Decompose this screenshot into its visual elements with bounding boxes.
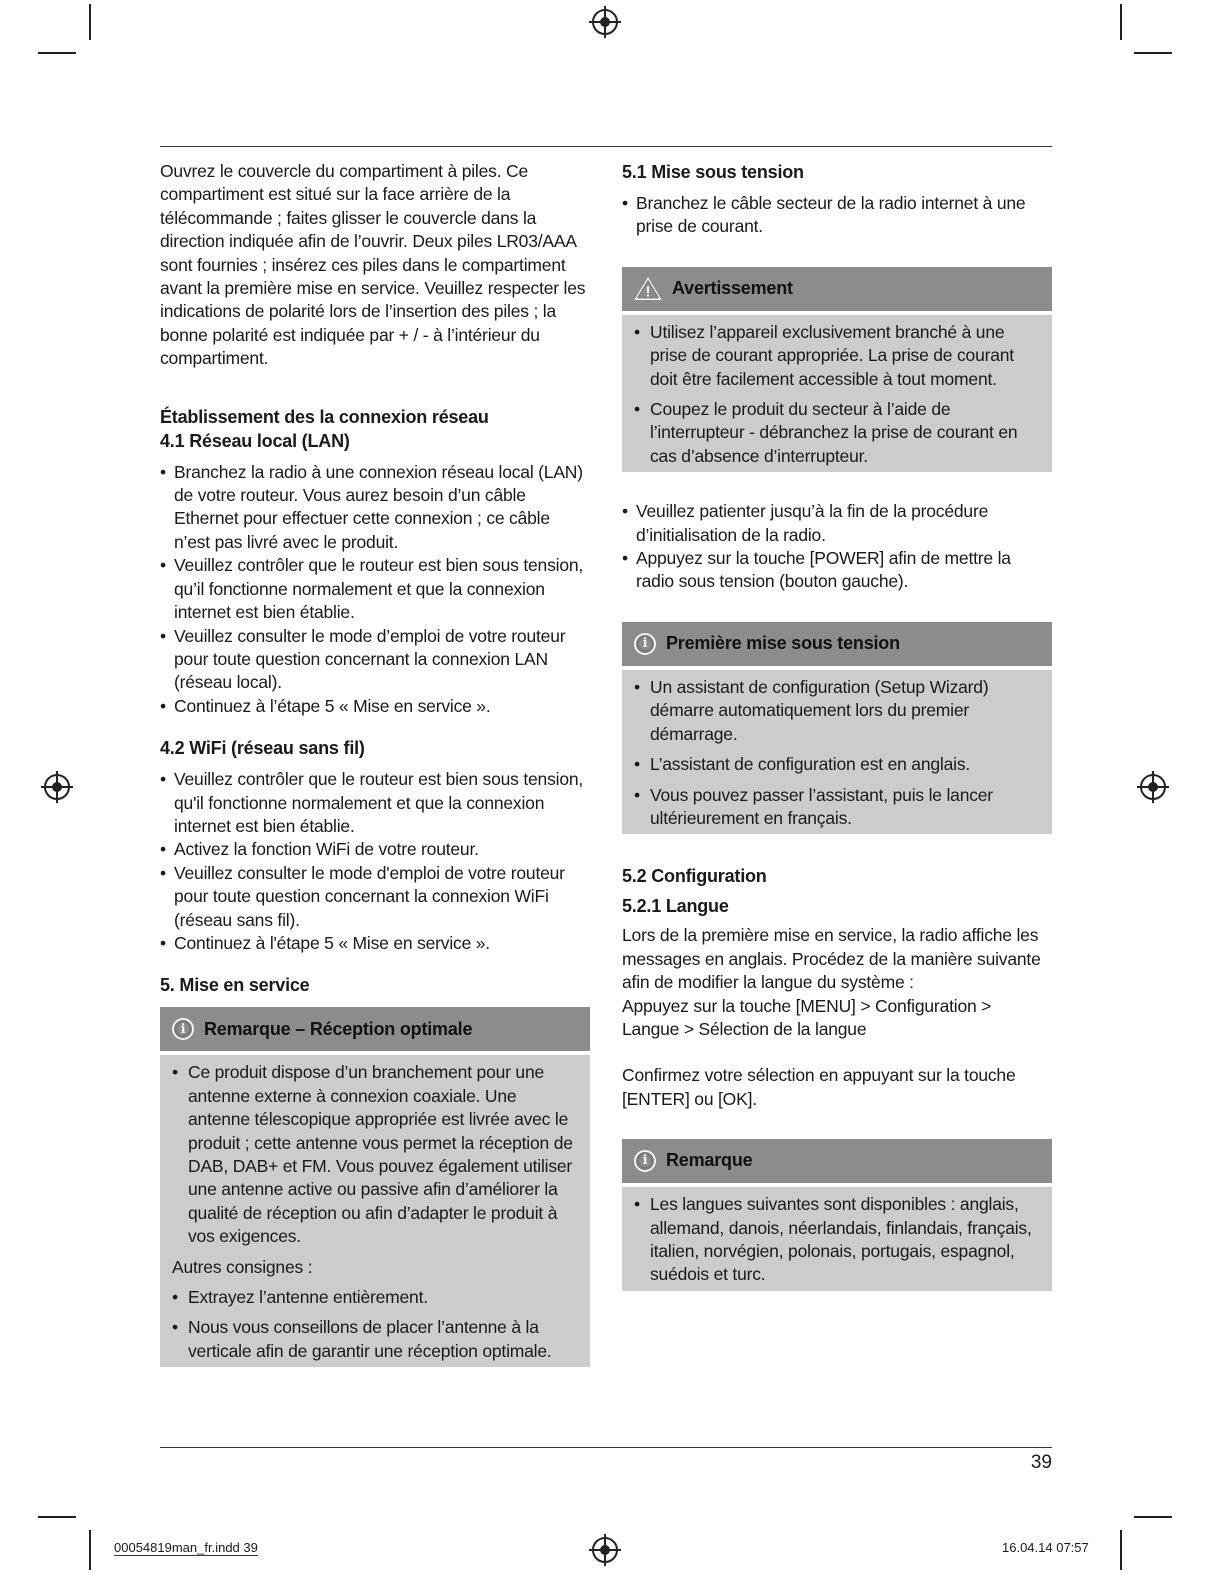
list-item: • L’assistant de configuration est en anglais.	[634, 753, 1040, 776]
list-item: • Veuillez consulter le mode d'emploi de votre routeur pour toute question concernant la connexion WiFi (réseau sans fil).	[160, 862, 590, 932]
wifi-list	[160, 768, 590, 955]
crop-mark	[38, 52, 76, 54]
right-column	[622, 160, 1052, 1291]
list-item: • Veuillez patienter jusqu’à la fin de la procédure d’initialisation de la radio.	[622, 500, 1052, 547]
info-icon: i	[172, 1018, 194, 1040]
crop-mark	[1120, 1530, 1122, 1570]
section-5-title: 5. Mise en service	[160, 975, 310, 996]
startup-list	[622, 500, 1052, 594]
intro-paragraph: Ouvrez le couvercle du compartiment à piles. Ce compartiment est situé sur la face arrière de la télécommande ; faites glisser le couvercle dans la direction indiquée afin de l’ouvrir. Deux piles LR03/AAA sont fournies ; insérez ces piles dans le compartiment avant la première mise en service. Veuillez respecter les indications de polarité lors de l’insertion des piles ; la bonne polarité est indiquée par + / - à l’intérieur du compartiment.	[160, 161, 586, 369]
list-item: • Activez la fonction WiFi de votre routeur.	[160, 838, 590, 861]
list-item: • Ce produit dispose d’un branchement pour une antenne externe à connexion coaxiale. Une antenne télescopique appropriée est livrée avec le produit ; cette antenne vous permet la réception de DAB, DAB+ et FM. Vous pouvez également utiliser une antenne active ou passive afin d’améliorer la qualité de réception ou afin d’adapter le produit à vos exigences.	[172, 1061, 578, 1248]
first-power-box-body	[622, 670, 1052, 834]
note-box-reception	[160, 1007, 590, 1367]
list-item: • Extrayez l’antenne entièrement.	[172, 1286, 578, 1309]
list-item: • Continuez à l'étape 5 « Mise en service ».	[160, 932, 590, 955]
section-5-1-title: 5.1 Mise sous tension	[622, 162, 804, 182]
section-5-2-1-title: 5.2.1 Langue	[622, 896, 729, 917]
langue-paragraph: Lors de la première mise en service, la radio affiche les messages en anglais. Procédez de la manière suivante afin de modifier la langue du système :	[622, 925, 1041, 993]
note-box-title: Remarque – Réception optimale	[204, 1018, 473, 1039]
crop-mark	[38, 1516, 76, 1518]
crop-mark	[1134, 1516, 1172, 1518]
list-item: • Veuillez contrôler que le routeur est bien sous tension, qu’il fonctionne normalement et que la connexion internet est bien établie.	[160, 554, 590, 624]
file-slug: 00054819man_fr.indd 39	[114, 1540, 258, 1555]
list-item: • Continuez à l’étape 5 « Mise en service ».	[160, 695, 590, 718]
list-item: • Nous vous conseillons de placer l’antenne à la verticale afin de garantir une réception optimale.	[172, 1316, 578, 1363]
note-box-header	[160, 1007, 590, 1051]
lan-list	[160, 461, 590, 718]
crop-mark	[89, 4, 91, 40]
info-icon: i	[634, 1150, 656, 1172]
warning-triangle-icon	[634, 277, 662, 301]
langue-confirm: Confirmez votre sélection en appuyant sur la touche [ENTER] ou [OK].	[622, 1065, 1016, 1109]
list-item: • Branchez le câble secteur de la radio internet à une prise de courant.	[622, 192, 1052, 239]
registration-mark-icon	[44, 774, 70, 800]
list-item: • Veuillez contrôler que le routeur est bien sous tension, qu'il fonctionne normalement et que la connexion internet est bien établie.	[160, 768, 590, 838]
list-item: • Vous pouvez passer l’assistant, puis le lancer ultérieurement en français.	[634, 784, 1040, 831]
note-box-body	[160, 1055, 590, 1367]
warning-box-title: Avertissement	[672, 278, 793, 299]
info-icon: i	[634, 633, 656, 655]
remark-box-title: Remarque	[666, 1150, 753, 1171]
section-4-1-title: 4.1 Réseau local (LAN)	[160, 430, 350, 451]
first-power-box-header	[622, 622, 1052, 666]
registration-mark-icon	[1140, 774, 1166, 800]
remark-box-body	[622, 1187, 1052, 1291]
warning-box	[622, 267, 1052, 472]
warning-box-header	[622, 267, 1052, 311]
section-4-2-title: 4.2 WiFi (réseau sans fil)	[160, 738, 365, 759]
list-item: • Les langues suivantes sont disponibles : anglais, allemand, danois, néerlandais, finlandais, français, italien, norvégien, polonais, portugais, espagnol, suédois et turc.	[634, 1193, 1040, 1287]
list-item: • Appuyez sur la touche [POWER] afin de mettre la radio sous tension (bouton gauche).	[622, 547, 1052, 594]
langue-menu-path: Appuyez sur la touche [MENU] > Configuration > Langue > Sélection de la langue	[622, 995, 992, 1039]
header-rule	[160, 146, 1052, 147]
registration-mark-icon	[592, 1537, 618, 1563]
date-slug: 16.04.14 07:57	[1002, 1540, 1089, 1555]
remark-box-header	[622, 1139, 1052, 1183]
crop-mark	[1134, 52, 1172, 54]
first-power-box-title: Première mise sous tension	[666, 633, 900, 654]
list-item: • Utilisez l’appareil exclusivement branché à une prise de courant appropriée. La prise de courant doit être facilement accessible à tout moment.	[634, 321, 1040, 391]
first-power-box	[622, 622, 1052, 834]
warning-box-body	[622, 315, 1052, 472]
section-5-2-title: 5.2 Configuration	[622, 866, 767, 887]
crop-mark	[1120, 4, 1122, 40]
list-item: • Coupez le produit du secteur à l’aide de l’interrupteur - débranchez la prise de courant en cas d’absence d’interrupteur.	[634, 398, 1040, 468]
crop-mark	[89, 1530, 91, 1570]
footer-rule	[160, 1447, 1052, 1448]
list-item: • Branchez la radio à une connexion réseau local (LAN) de votre routeur. Vous aurez besoin d’un câble Ethernet pour effectuer cette connexion ; ce câble n’est pas livré avec le produit.	[160, 461, 590, 555]
left-column	[160, 160, 590, 1367]
list-item: • Un assistant de configuration (Setup Wizard) démarre automatiquement lors du premier démarrage.	[634, 676, 1040, 746]
remark-box	[622, 1139, 1052, 1291]
registration-mark-icon	[592, 9, 618, 35]
list-item: • Veuillez consulter le mode d’emploi de votre routeur pour toute question concernant la connexion LAN (réseau local).	[160, 625, 590, 695]
power-list	[622, 192, 1052, 239]
section-4-title: Établissement des la connexion réseau	[160, 406, 489, 427]
page-number: 39	[1030, 1452, 1052, 1473]
note-subhead: Autres consignes :	[172, 1256, 313, 1277]
